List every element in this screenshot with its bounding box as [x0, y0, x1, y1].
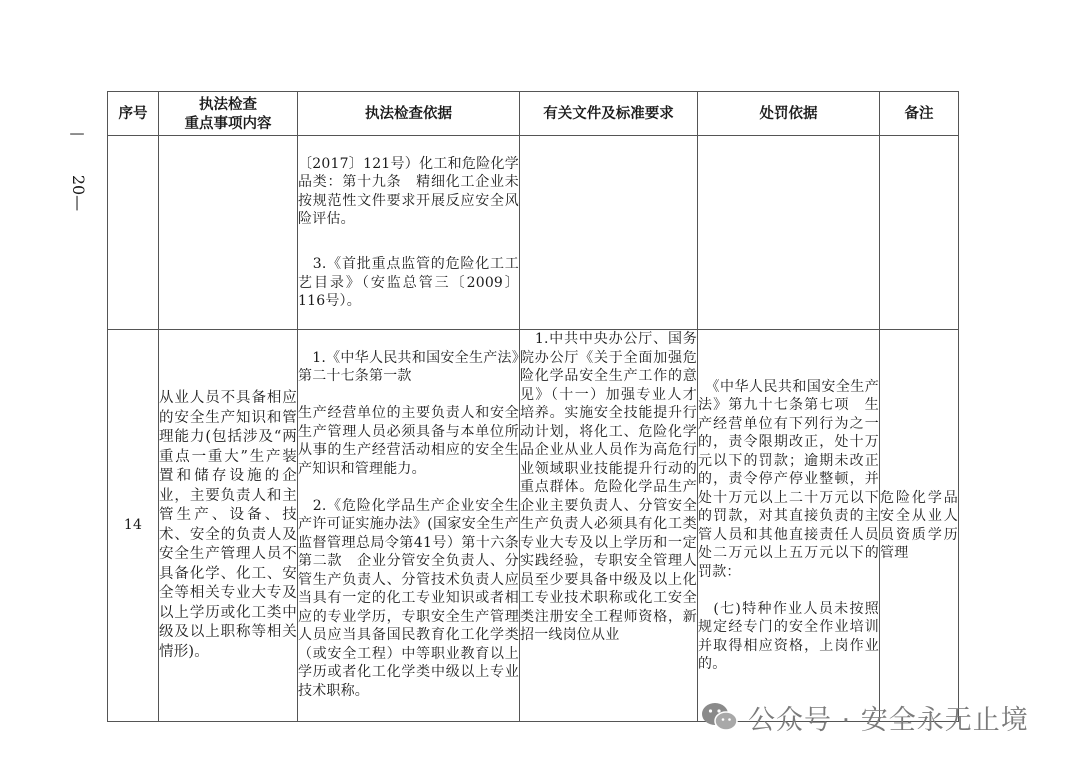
cell-penalty: [698, 330, 880, 722]
table-header-row: [108, 92, 959, 136]
cell-note: [880, 136, 959, 330]
cell-basis: [298, 330, 520, 722]
cell-note: 危险化学品安全从业人员资质学历管理: [880, 330, 959, 722]
header-note: 备注: [880, 92, 959, 136]
cell-no: [108, 136, 159, 330]
page-dash: —: [69, 124, 85, 142]
watermark: [700, 697, 1029, 737]
penalty-paragraph: 《中华人民共和国安全生产法》第九十七条第七项 生产经营单位有下列行为之一的，责令限期改正，处十万元以下的罚款；逾期未改正的，责令停产停业整顿，并处十万元以上二十万元以下的罚款，对其直接负责的主管人员和其他直接责任人员处二万元以上五万元以下的罚款：: [698, 378, 879, 580]
page-number: [62, 118, 92, 212]
basis-paragraph: 2.《危险化学品生产企业安全生产许可证实施办法》(国家安全生产监督管理总局令第41号）第十六条第二款 企业分管安全负责人、分管生产负责人、分管技术负责人应当具有一定的化工专业知识或者相应的专业学历，专职安全生产管理人员应当具备国民教育化工化学类（或安全工程）中等职业教育以上学历或者化工化学类中级以上专业技术职称。: [298, 497, 519, 699]
page-number-text: 20—: [69, 174, 88, 212]
header-basis: 执法检查依据: [298, 92, 520, 136]
header-item: 执法检查 重点事项内容: [159, 92, 298, 136]
basis-paragraph: 生产经营单位的主要负责人和安全生产管理人员必须具备与本单位所从事的生产经营活动相应的安全生产知识和管理能力。: [298, 405, 519, 477]
penalty-paragraph: (七)特种作业人员未按照规定经专门的安全作业培训并取得相应资格，上岗作业的。: [698, 600, 879, 672]
table-row: [108, 330, 959, 722]
cell-item: [159, 136, 298, 330]
cell-docs: 1.中共中央办公厅、国务院办公厅《关于全面加强危险化学品安全生产工作的意见》（十一）加强专业人才培养。实施安全技能提升行动计划，将化工、危险化学品企业从业人员作为高危行业领域职业技能提升行动的重点群体。危险化学品生产企业主要负责人、分管安全生产负责人必须具有化工类专业大专及以上学历和一定实践经验，专职安全管理人员至少要具备中级及以上化工专业技术职称或化工安全类注册安全工程师资格，新招一线岗位从业: [520, 330, 698, 722]
cell-docs: [520, 136, 698, 330]
basis-paragraph: 〔2017〕121号）化工和危险化学品类：第十九条 精细化工企业未按规范性文件要求开展反应安全风险评估。: [298, 155, 519, 227]
wechat-icon: [700, 700, 740, 734]
header-penalty: 处罚依据: [698, 92, 880, 136]
header-no: 序号: [108, 92, 159, 136]
basis-paragraph: 1.《中华人民共和国安全生产法》第二十七条第一款: [298, 349, 519, 384]
header-docs: 有关文件及标准要求: [520, 92, 698, 136]
inspection-table: [107, 91, 959, 722]
cell-item: 从业人员不具备相应的安全生产知识和管理能力(包括涉及“两重点一重大”生产装置和储存设施的企业，主要负责人和主管生产、设备、技术、安全的负责人及安全生产管理人员不具备化学、化工、安全等相关专业大专及以上学历或化工类中级及以上职称等相关情形)。: [159, 330, 298, 722]
cell-no: 14: [108, 330, 159, 722]
table-row: [108, 136, 959, 330]
watermark-text: 公众号 · 安全永无止境: [748, 704, 1029, 736]
basis-paragraph: 3.《首批重点监管的危险化工工艺目录》（安监总管三〔2009〕116号）。: [298, 256, 519, 309]
cell-penalty: [698, 136, 880, 330]
cell-basis: [298, 136, 520, 330]
